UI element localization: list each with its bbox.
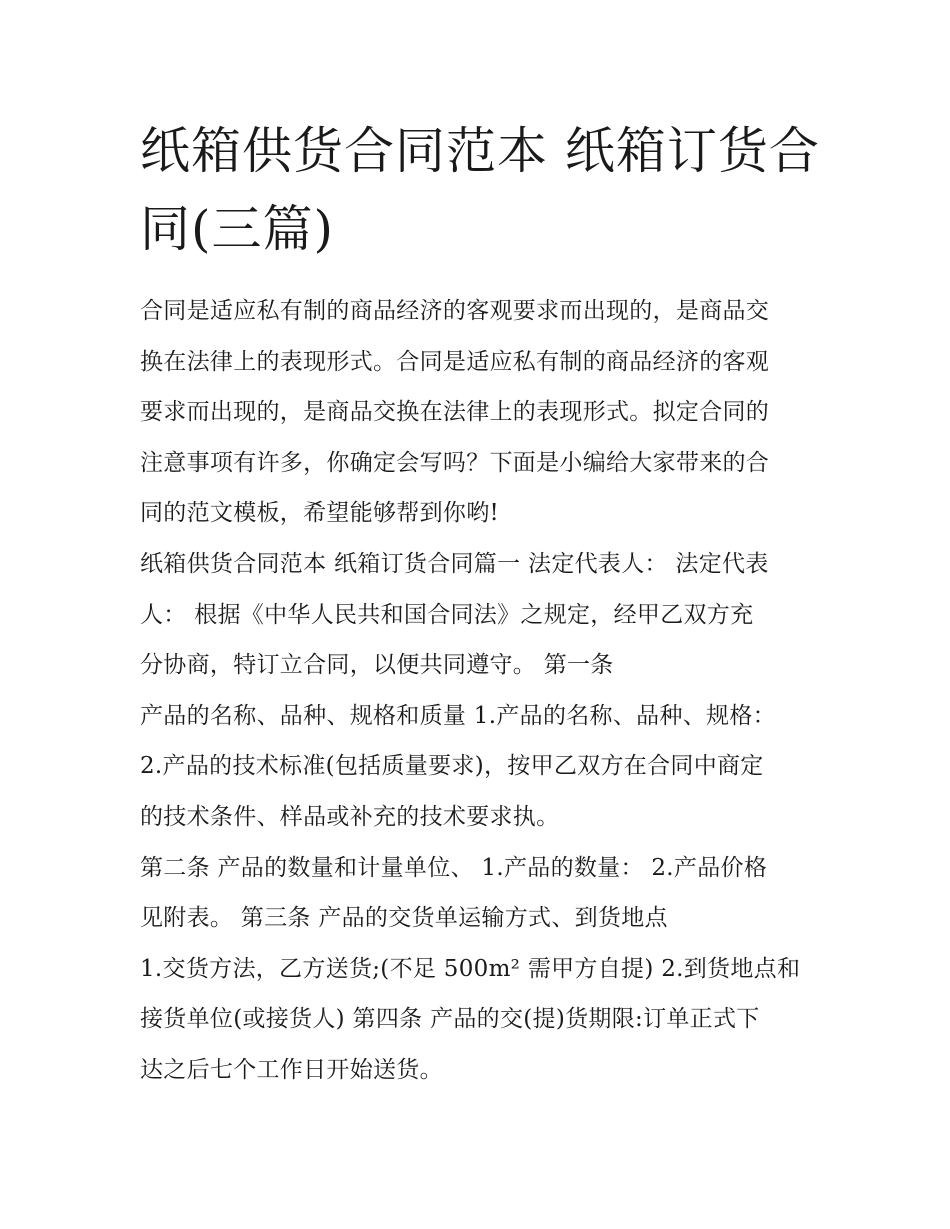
text-line: 第二条 产品的数量和计量单位、 1.产品的数量： 2.产品价格 xyxy=(140,854,768,881)
text-line: 同的范文模板，希望能够帮到你哟! xyxy=(140,500,500,527)
text-line: 的技术条件、样品或补充的技术要求执。 xyxy=(140,803,560,830)
intro-paragraph xyxy=(140,286,820,539)
contract-preamble-paragraph xyxy=(140,539,820,691)
document-page xyxy=(140,112,820,1096)
article-one-paragraph xyxy=(140,691,820,843)
document-title xyxy=(140,112,820,268)
text-line: 纸箱供货合同范本 纸箱订货合同篇一 法定代表人： 法定代表 xyxy=(140,550,769,577)
text-line: 合同是适应私有制的商品经济的客观要求而出现的，是商品交 xyxy=(140,298,770,324)
delivery-terms-paragraph xyxy=(140,944,820,1096)
article-two-three-paragraph xyxy=(140,843,820,944)
text-line: 人： 根据《中华人民共和国合同法》之规定，经甲乙双方充 xyxy=(140,601,754,628)
text-line: 分协商，特订立合同，以便共同遵守。 第一条 xyxy=(140,652,614,679)
text-line: 1.交货方法，乙方送货;(不足 500m² 需甲方自提) 2.到货地点和 xyxy=(140,955,801,982)
text-line: 要求而出现的，是商品交换在法律上的表现形式。拟定合同的 xyxy=(140,399,770,426)
text-line: 注意事项有许多，你确定会写吗？下面是小编给大家带来的合 xyxy=(140,449,770,476)
text-line: 接货单位(或接货人) 第四条 产品的交(提)货期限:订单正式下 xyxy=(140,1006,760,1033)
text-line: 产品的名称、品种、规格和质量 1.产品的名称、品种、规格： xyxy=(140,702,776,729)
text-line: 2.产品的技术标准(包括质量要求)，按甲乙双方在合同中商定 xyxy=(140,753,764,780)
text-line: 见附表。 第三条 产品的交货单运输方式、到货地点 xyxy=(140,905,668,932)
text-line: 达之后七个工作日开始送货。 xyxy=(140,1056,443,1083)
document-body xyxy=(140,286,820,1096)
text-line: 换在法律上的表现形式。合同是适应私有制的商品经济的客观 xyxy=(140,348,770,375)
title-line: 同(三篇) xyxy=(140,200,335,258)
title-line: 纸箱供货合同范本 纸箱订货合 xyxy=(140,122,820,180)
